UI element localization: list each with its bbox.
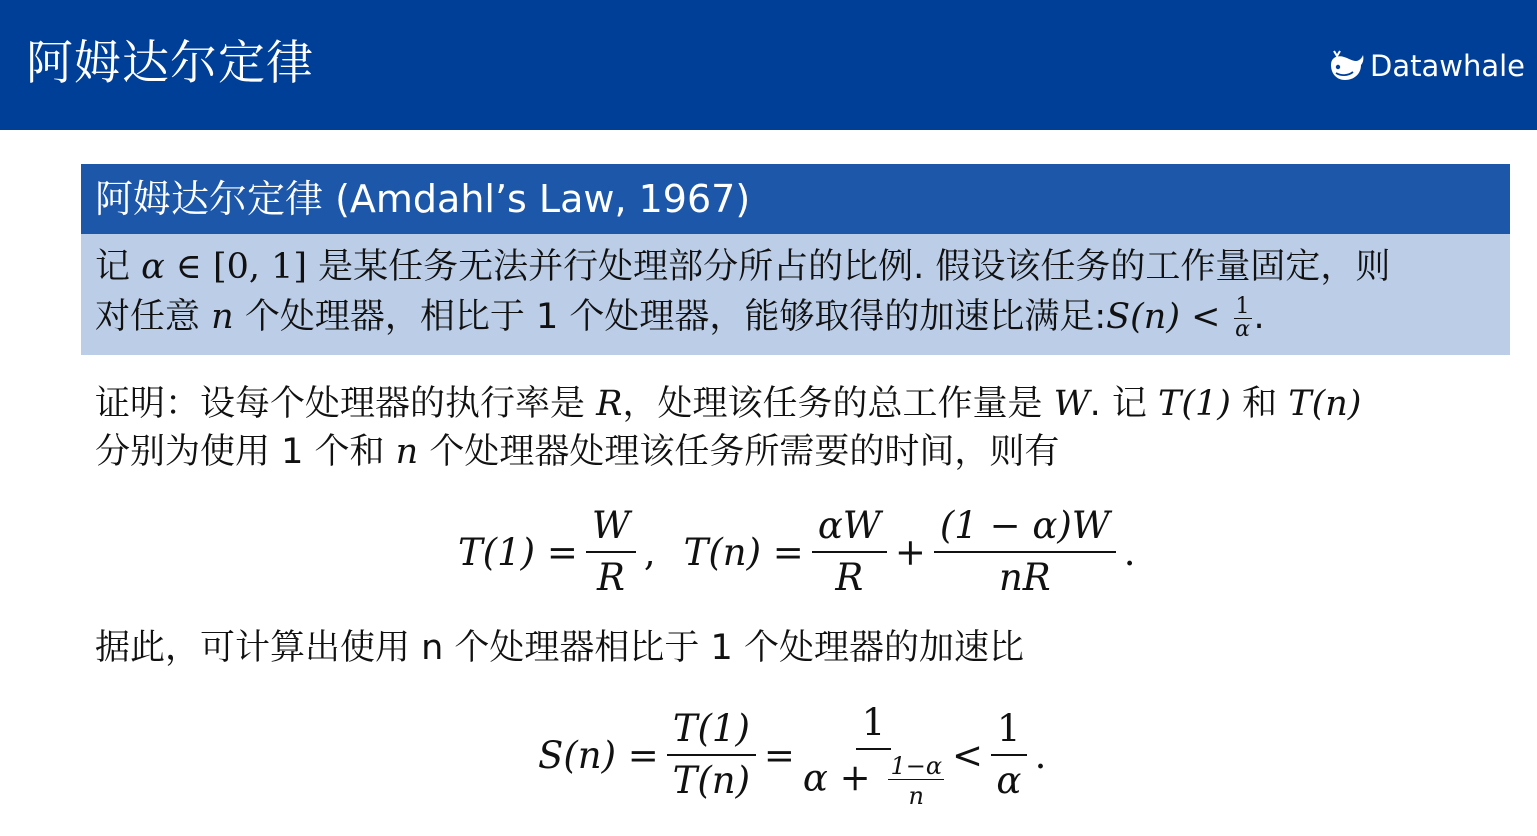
fraction-denominator: T(n) (672, 759, 751, 802)
equation-time (458, 502, 1136, 602)
period: . (1034, 733, 1047, 777)
math-R: R (596, 384, 623, 424)
fraction-one-over-alpha (991, 707, 1027, 803)
fraction-alphaw-over-r (812, 504, 887, 600)
text-segment: 和 (1230, 384, 1289, 424)
denominator-alpha: α + (802, 756, 883, 800)
eq1-lhs2: T(n) = (683, 530, 804, 574)
fraction-denominator: α (996, 759, 1022, 802)
fraction-t1-over-tn (667, 707, 756, 803)
math-W: W (1053, 384, 1090, 424)
equals-sign: = (763, 733, 795, 777)
fraction-denominator: R (835, 556, 864, 599)
small-fraction (888, 753, 944, 809)
proof-line-2 (95, 428, 1361, 476)
fraction-numerator: 1 (856, 701, 892, 750)
math-n: n (211, 297, 234, 337)
fraction-w-over-r (586, 504, 636, 600)
comma: , (643, 530, 656, 574)
fraction-numerator: 1 (991, 707, 1027, 756)
theorem-body (81, 234, 1510, 355)
theorem-line-2 (95, 292, 1510, 342)
period: . (1253, 297, 1265, 337)
math-T1: T(1) (1158, 384, 1231, 424)
text-segment: 个处理器，相比于 1 个处理器，能够取得的加速比满足: (233, 297, 1107, 337)
fraction-denominator (803, 750, 944, 809)
less-than-sign: < (952, 733, 984, 777)
text-segment: 证明：设每个处理器的执行率是 (95, 384, 597, 424)
text-segment: 记 (95, 247, 142, 287)
equation-speedup (538, 700, 1046, 810)
text-segment: 分别为使用 1 个和 (95, 432, 396, 472)
math-sn: S(n) < (1106, 297, 1232, 337)
theorem-title: 阿姆达尔定律 (Amdahl’s Law, 1967) (81, 164, 1510, 234)
whale-icon (1328, 49, 1366, 83)
fraction-numerator: αW (812, 504, 887, 553)
fraction-numerator: 1−α (890, 752, 943, 780)
fraction-numerator: 1 (1235, 293, 1250, 319)
period: . (1123, 530, 1136, 574)
plus-sign: + (894, 530, 926, 574)
fraction-numerator: (1 − α)W (934, 504, 1116, 553)
fraction-denominator: α (1235, 316, 1250, 342)
brand-logo (1328, 46, 1525, 86)
math-interval: [0, 1] (212, 247, 308, 287)
inline-fraction (1234, 293, 1252, 342)
math-alpha: α ∈ (141, 247, 213, 287)
theorem-box (81, 164, 1510, 355)
fraction-denominator: n (908, 782, 924, 810)
math-Tn: T(n) (1288, 384, 1362, 424)
math-n: n (395, 432, 419, 472)
text-segment: . 记 (1089, 384, 1159, 424)
fraction-numerator: T(1) (667, 707, 756, 756)
eq2-lhs: S(n) = (538, 733, 659, 777)
fraction-speedup (803, 701, 944, 809)
text-segment: 个处理器处理该任务所需要的时间，则有 (418, 432, 1060, 472)
fraction-numerator: W (586, 504, 636, 553)
text-segment: 对任意 (95, 297, 212, 337)
conclusion-text: 据此，可计算出使用 n 个处理器相比于 1 个处理器的加速比 (95, 628, 1024, 668)
proof-paragraph (95, 380, 1361, 476)
text-segment: ，处理该任务的总工作量是 (622, 384, 1054, 424)
brand-name: Datawhale (1369, 49, 1525, 83)
fraction-parallel-part (934, 504, 1116, 600)
text-segment: 是某任务无法并行处理部分所占的比例. 假设该任务的工作量固定，则 (307, 247, 1391, 287)
theorem-line-1 (95, 242, 1510, 292)
proof-line-1 (95, 380, 1361, 428)
slide-title: 阿姆达尔定律 (26, 36, 314, 91)
fraction-denominator: nR (998, 556, 1051, 599)
fraction-denominator: R (596, 556, 625, 599)
title-bar (0, 0, 1537, 130)
eq1-lhs1: T(1) = (458, 530, 578, 574)
